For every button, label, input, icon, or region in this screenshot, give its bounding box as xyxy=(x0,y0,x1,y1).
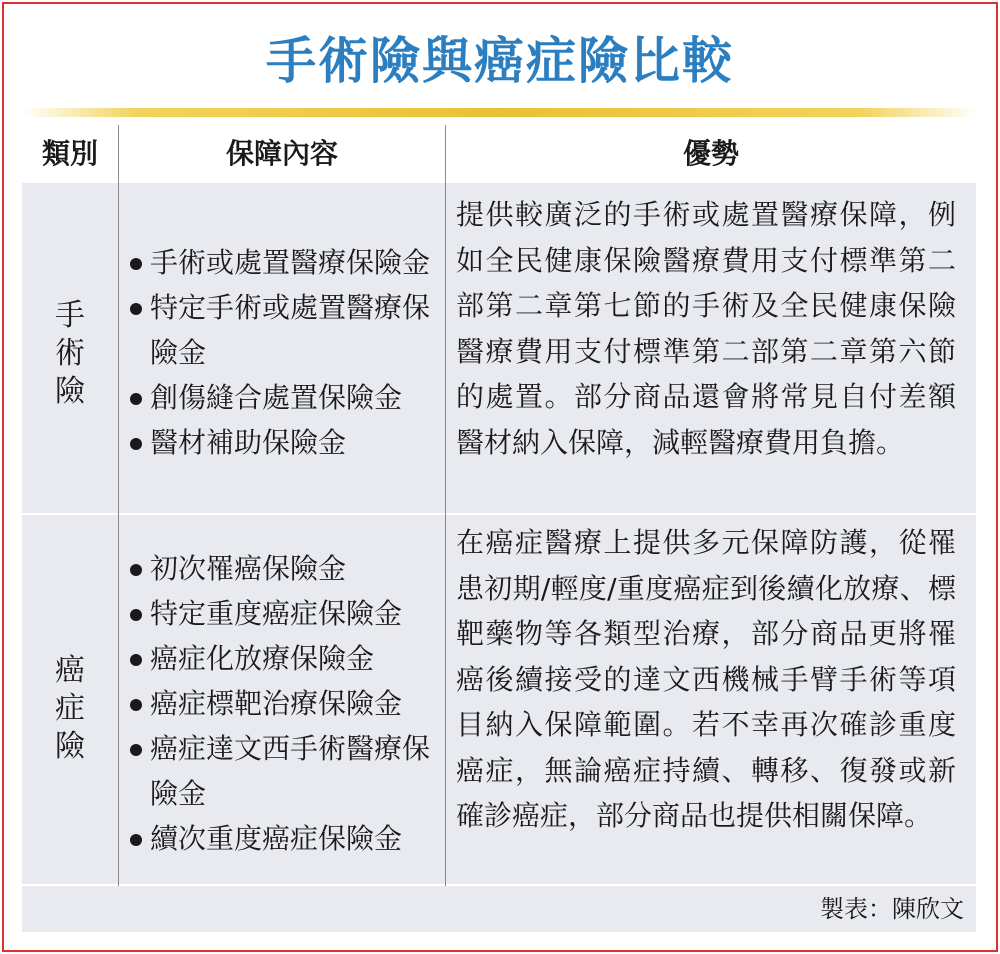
header-advantage: 優勢 xyxy=(682,137,739,170)
coverage-list-surgery xyxy=(128,240,440,465)
list-item: 癌症化放療保險金 xyxy=(128,636,432,681)
list-item: 續次重度癌症保險金 xyxy=(128,816,432,861)
column-divider xyxy=(445,125,446,886)
header-category: 類別 xyxy=(41,137,98,170)
list-item: 醫材補助保險金 xyxy=(128,420,440,465)
category-label: 手術險 xyxy=(55,298,85,409)
column-divider xyxy=(118,125,119,886)
list-item: 初次罹癌保險金 xyxy=(128,546,432,591)
header-coverage: 保障內容 xyxy=(225,137,338,170)
advantage-surgery: 提供較廣泛的手術或處置醫療保障，例如全民健康保險醫療費用支付標準第二部第二章第七節的手術及全民健康保險醫療費用支付標準第二部第二章第六節的處置。部分商品還會將常見自付差額醫材納入保障，減輕醫療費用負擔。 xyxy=(456,198,956,459)
list-item: 特定重度癌症保險金 xyxy=(128,591,432,636)
credit-text: 製表：陳欣文 xyxy=(820,895,964,923)
category-label: 癌症險 xyxy=(55,653,85,764)
category-cancer xyxy=(50,652,90,766)
list-item: 手術或處置醫療保險金 xyxy=(128,240,440,285)
table-header xyxy=(22,125,976,183)
list-item: 特定手術或處置醫療保險金 xyxy=(128,285,440,375)
category-surgery xyxy=(50,297,90,411)
credit-bar xyxy=(22,886,976,932)
page-title: 手術險與癌症險比較 xyxy=(266,32,734,90)
list-item: 癌症達文西手術醫療保險金 xyxy=(128,726,432,816)
list-item: 創傷縫合處置保險金 xyxy=(128,375,440,420)
coverage-list-cancer xyxy=(128,546,432,861)
advantage-cancer: 在癌症醫療上提供多元保障防護，從罹患初期/輕度/重度癌症到後續化放療、標靶藥物等各類型治療，部分商品更將罹癌後續接受的達文西機械手臂手術等項目納入保障範圍。若不幸再次確診重度癌症，無論癌症持續、轉移、復發或新確診癌症，部分商品也提供相關保障。 xyxy=(456,526,956,832)
list-item: 癌症標靶治療保險金 xyxy=(128,681,432,726)
title-underline xyxy=(22,108,976,117)
